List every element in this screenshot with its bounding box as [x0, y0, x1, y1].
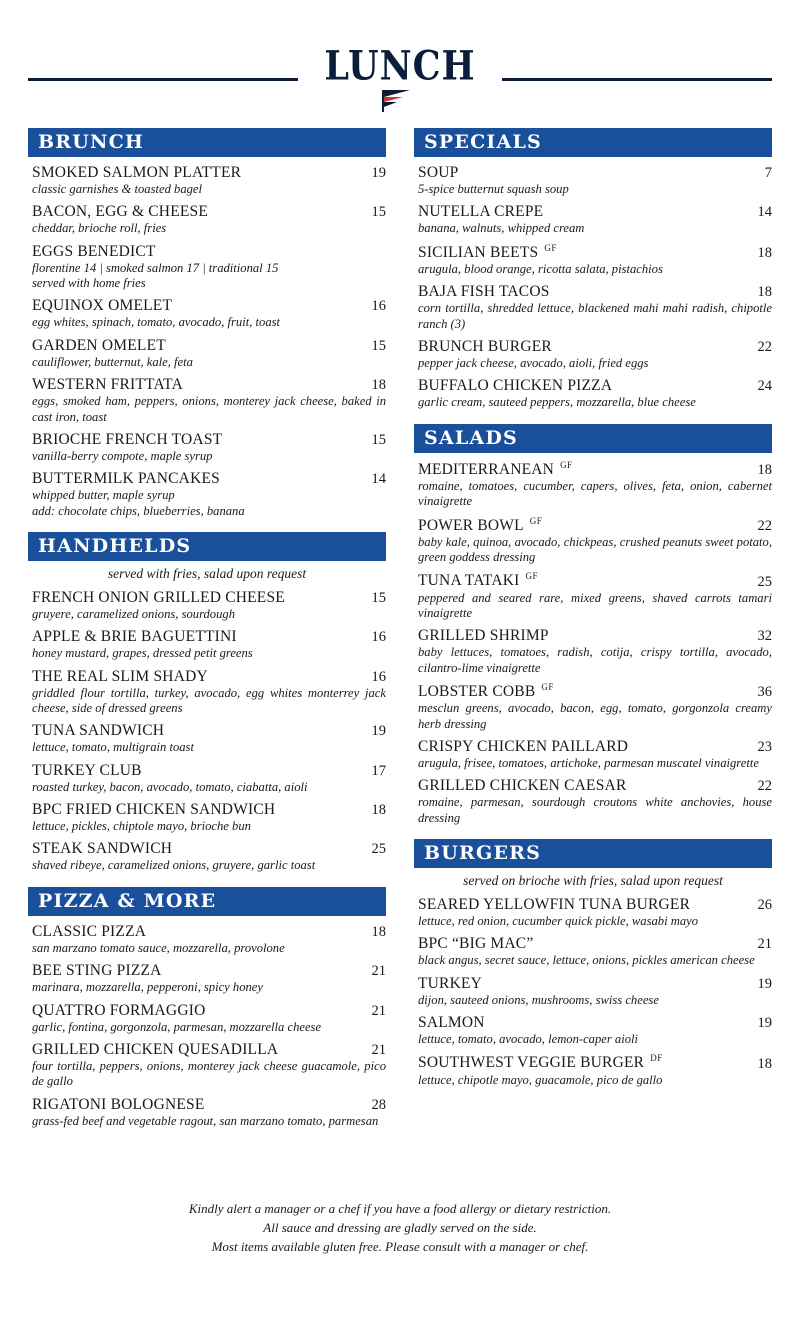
menu-item-head	[414, 738, 772, 756]
menu-item-head	[28, 337, 386, 355]
menu-item-price: 19	[371, 723, 386, 740]
menu-item	[28, 297, 386, 330]
menu-item-name	[28, 628, 237, 646]
menu-item-price: 15	[371, 589, 386, 606]
menu-item-head	[28, 840, 386, 858]
menu-item-description: roasted turkey, bacon, avocado, tomato, ciabatta, aioli	[32, 779, 308, 794]
menu-item-price: 21	[371, 1002, 386, 1019]
menu-item-head	[28, 962, 386, 980]
menu-item	[28, 1096, 386, 1129]
menu-item-head	[414, 243, 772, 262]
menu-item-head	[28, 1096, 386, 1114]
menu-item	[414, 896, 772, 929]
menu-item	[28, 203, 386, 236]
menu-item-head	[414, 777, 772, 795]
menu-item-price: 18	[757, 244, 772, 261]
menu-item-name	[28, 1096, 205, 1114]
menu-item-price: 14	[371, 471, 386, 488]
menu-item-head	[414, 627, 772, 645]
menu-section	[414, 128, 772, 411]
footer-line-3: Most items available gluten free. Please consult with a manager or chef.	[211, 1239, 589, 1255]
menu-item-description: baby lettuces, tomatoes, radish, cotija, crispy tortilla, avocado, cilantro-lime vinaigrette	[418, 645, 772, 675]
menu-item-head	[414, 935, 772, 953]
menu-item	[28, 1041, 386, 1090]
menu-item-description: corn tortilla, shredded lettuce, blackened mahi mahi radish, chipotle ranch (3)	[418, 301, 772, 331]
menu-item	[414, 283, 772, 332]
menu-item-name	[28, 923, 146, 941]
section-note: served on brioche with fries, salad upon request	[463, 872, 723, 888]
menu-item-name-text: THE REAL SLIM SHADY	[32, 667, 208, 685]
menu-item-head	[28, 589, 386, 607]
menu-item-name-text: BUFFALO CHICKEN PIZZA	[418, 377, 613, 395]
menu-item	[28, 628, 386, 661]
menu-item-name	[28, 431, 222, 449]
menu-item-name	[28, 470, 220, 488]
menu-item-name-text: SMOKED SALMON PLATTER	[32, 164, 242, 181]
menu-footer	[0, 1200, 800, 1257]
menu-item-price: 19	[371, 165, 386, 181]
menu-item-name	[28, 801, 275, 819]
menu-item-price: 28	[371, 1096, 386, 1113]
menu-item	[414, 338, 772, 371]
menu-item-description: honey mustard, grapes, dressed petit greens	[32, 646, 253, 661]
menu-item-price: 24	[757, 378, 772, 395]
menu-item-name-text: SOUP	[418, 164, 459, 181]
menu-item-name	[414, 243, 557, 262]
menu-item-description: banana, walnuts, whipped cream	[418, 221, 585, 236]
menu-item-head	[414, 896, 772, 914]
menu-section	[28, 887, 386, 1129]
menu-item-head	[414, 571, 772, 590]
menu-item-name-text: EGGS BENEDICT	[32, 242, 156, 260]
menu-item-name-text: GRILLED CHICKEN QUESADILLA	[32, 1040, 279, 1058]
menu-item-price: 26	[757, 896, 772, 913]
dietary-tag: GF	[544, 242, 557, 253]
menu-item-head	[414, 164, 772, 182]
menu-item-description: arugula, blood orange, ricotta salata, pistachios	[418, 261, 663, 276]
menu-item	[28, 762, 386, 795]
menu-item-name	[414, 1053, 663, 1072]
menu-item-name	[414, 682, 554, 701]
burgee-flag-icon	[382, 90, 418, 112]
menu-item-name-text: RIGATONI BOLOGNESE	[32, 1095, 205, 1113]
menu-header	[0, 0, 800, 120]
menu-item-name	[28, 668, 208, 686]
menu-item	[414, 1014, 772, 1047]
menu-item-head	[414, 460, 772, 479]
menu-item-name-text: FRENCH ONION GRILLED CHEESE	[32, 588, 285, 606]
menu-item-price: 15	[371, 431, 386, 448]
menu-item-name-text: NUTELLA CREPE	[418, 203, 544, 221]
menu-item-head	[414, 975, 772, 993]
menu-item-description: mesclun greens, avocado, bacon, egg, tomato, gorgonzola creamy herb dressing	[418, 701, 772, 731]
menu-item-price: 22	[757, 778, 772, 795]
menu-item-head	[414, 377, 772, 395]
menu-item-name	[28, 840, 172, 858]
menu-item-description: griddled flour tortilla, turkey, avocado, egg whites monterrey jack cheese, side of dressed greens	[32, 685, 386, 716]
menu-item-head	[414, 682, 772, 701]
menu-item-name	[414, 283, 550, 301]
menu-item-name	[28, 337, 166, 355]
footer-line-1: Kindly alert a manager or a chef if you have a food allergy or dietary restriction.	[188, 1201, 612, 1217]
menu-item-description: 5-spice butternut squash soup	[418, 182, 569, 196]
menu-item-price: 18	[757, 1055, 772, 1072]
menu-item-price: 21	[371, 1041, 386, 1058]
menu-item-name	[414, 627, 549, 645]
menu-item-price: 17	[371, 762, 386, 779]
section-title: BRUNCH	[28, 128, 386, 157]
menu-item-name-text: GRILLED CHICKEN CAESAR	[418, 777, 627, 795]
menu-item-price: 19	[757, 1015, 772, 1032]
menu-item-name	[414, 164, 458, 182]
menu-section	[414, 839, 772, 1088]
menu-item-name-text: TURKEY	[418, 974, 483, 992]
menu-item-description: baby kale, quinoa, avocado, chickpeas, crushed peanuts sweet potato, green goddess dressing	[418, 534, 772, 565]
menu-section	[28, 532, 386, 874]
menu-item-name	[414, 935, 533, 953]
section-title: BURGERS	[414, 839, 772, 868]
menu-item-description: egg whites, spinach, tomato, avocado, fruit, toast	[32, 315, 281, 330]
menu-item-head	[414, 1014, 772, 1032]
menu-item-name-text: LOBSTER COBB	[418, 683, 536, 701]
menu-item-description: romaine, parmesan, sourdough croutons white anchovies, house dressing	[418, 795, 772, 825]
menu-item	[414, 935, 772, 968]
menu-item-price: 18	[757, 461, 772, 478]
menu-item-description: gruyere, caramelized onions, sourdough	[32, 606, 235, 621]
menu-item-description: dijon, sauteed onions, mushrooms, swiss cheese	[418, 992, 659, 1007]
menu-item-name-text: TUNA SANDWICH	[32, 722, 165, 740]
menu-item-name-text: SOUTHWEST VEGGIE BURGER	[418, 1054, 645, 1072]
section-title: SPECIALS	[414, 128, 772, 157]
menu-item-price: 22	[757, 338, 772, 355]
menu-item-description: cauliflower, butternut, kale, feta	[32, 354, 193, 369]
menu-item-description: arugula, frisee, tomatoes, artichoke, parmesan muscatel vinaigrette	[418, 755, 759, 770]
menu-item-price: 15	[371, 337, 386, 354]
menu-item-head	[28, 1002, 386, 1020]
menu-item-description: classic garnishes & toasted bagel	[32, 182, 203, 196]
menu-item-name-text: GRILLED SHRIMP	[418, 627, 549, 645]
menu-item	[414, 682, 772, 732]
dietary-tag: GF	[560, 459, 573, 470]
menu-item-description: lettuce, red onion, cucumber quick pickle, wasabi mayo	[418, 913, 699, 928]
menu-item-name	[414, 516, 542, 535]
menu-item-price: 25	[371, 841, 386, 858]
menu-item-head	[28, 376, 386, 394]
menu-item	[414, 738, 772, 771]
menu-item	[28, 801, 386, 834]
menu-item-description: garlic, fontina, gorgonzola, parmesan, mozzarella cheese	[32, 1019, 322, 1034]
menu-item-name	[414, 738, 628, 756]
menu-item-name-text: TUNA TATAKI	[418, 572, 520, 590]
menu-item-head	[414, 203, 772, 221]
section-title: SALADS	[414, 424, 772, 453]
menu-item-name-text: SICILIAN BEETS	[418, 243, 539, 261]
menu-item-description: san marzano tomato sauce, mozzarella, provolone	[32, 940, 285, 955]
menu-item-head	[414, 283, 772, 301]
menu-item	[28, 589, 386, 622]
page-title: LUNCH	[324, 42, 476, 90]
menu-item-name-text: EQUINOX OMELET	[32, 297, 173, 315]
menu-item	[414, 1053, 772, 1088]
menu-item	[28, 431, 386, 464]
menu-item-head	[28, 164, 386, 182]
menu-item-name-text: SALMON	[418, 1014, 485, 1032]
menu-item-head	[414, 1053, 772, 1072]
menu-item-head	[28, 431, 386, 449]
menu-item-name-text: GARDEN OMELET	[32, 336, 166, 354]
menu-item	[414, 975, 772, 1008]
menu-item-name-text: CLASSIC PIZZA	[32, 922, 147, 940]
menu-item-price: 21	[371, 963, 386, 980]
dietary-tag: DF	[650, 1053, 663, 1064]
menu-item-description: romaine, tomatoes, cucumber, capers, olives, feta, onion, cabernet vinaigrette	[418, 478, 772, 509]
menu-item-head	[28, 668, 386, 686]
menu-item-head	[414, 338, 772, 356]
menu-item-description: lettuce, tomato, avocado, lemon-caper aioli	[418, 1032, 638, 1047]
menu-item-name	[28, 722, 164, 740]
menu-item-name	[28, 376, 183, 394]
menu-item	[28, 722, 386, 755]
menu-item	[414, 377, 772, 410]
menu-item-name	[28, 762, 142, 780]
menu-item	[414, 516, 772, 566]
menu-item-name	[414, 377, 612, 395]
menu-item	[28, 923, 386, 956]
menu-item-description: cheddar, brioche roll, fries	[32, 221, 167, 236]
footer-line-2: All sauce and dressing are gladly served on the side.	[263, 1220, 537, 1236]
menu-item-name	[414, 571, 538, 590]
menu-item	[414, 627, 772, 676]
menu-item-name-text: QUATTRO FORMAGGIO	[32, 1001, 206, 1019]
menu-item-head	[414, 516, 772, 535]
menu-item-name	[28, 164, 241, 182]
section-title: PIZZA & MORE	[28, 887, 386, 916]
menu-item-description: lettuce, chipotle mayo, guacamole, pico de gallo	[418, 1072, 663, 1087]
title-block	[290, 42, 510, 112]
menu-item-head	[28, 470, 386, 488]
dietary-tag: GF	[529, 515, 543, 526]
menu-item-head	[28, 243, 386, 261]
menu-item	[28, 337, 386, 370]
menu-item	[28, 470, 386, 519]
menu-section	[28, 128, 386, 519]
menu-item-head	[28, 297, 386, 315]
header-rule-left	[28, 78, 298, 81]
menu-item-name	[28, 203, 208, 221]
menu-item-name	[28, 1002, 205, 1020]
menu-item-name-text: BEE STING PIZZA	[32, 962, 162, 980]
menu-item-name	[414, 338, 552, 356]
menu-item-description: shaved ribeye, caramelized onions, gruyere, garlic toast	[32, 858, 316, 873]
menu-item-name	[414, 777, 626, 795]
menu-item-price: 19	[757, 975, 772, 992]
menu-item-price: 22	[757, 517, 772, 534]
menu-item-description: vanilla-berry compote, maple syrup	[32, 448, 213, 463]
menu-item	[28, 840, 386, 873]
menu-item-name-text: WESTERN FRITTATA	[32, 376, 183, 394]
menu-item-name	[414, 203, 543, 221]
menu-item-description: four tortilla, peppers, onions, monterey jack cheese guacamole, pico de gallo	[32, 1058, 386, 1089]
menu-item-price: 32	[757, 628, 772, 645]
menu-columns	[0, 120, 800, 1135]
menu-item-name-text: BUTTERMILK PANCAKES	[32, 470, 220, 488]
menu-item-price: 16	[371, 668, 386, 685]
menu-item	[414, 571, 772, 621]
menu-item	[414, 460, 772, 510]
menu-item-price: 18	[371, 802, 386, 819]
dietary-tag: GF	[525, 571, 538, 582]
menu-item-price: 14	[757, 204, 772, 221]
menu-item-price: 16	[371, 629, 386, 646]
menu-item-price: 18	[371, 923, 386, 940]
menu-item-head	[28, 628, 386, 646]
menu-item-name	[28, 962, 162, 980]
menu-item-head	[28, 801, 386, 819]
menu-item-name	[28, 1041, 278, 1059]
menu-item-price: 18	[371, 377, 386, 394]
menu-item-name	[414, 460, 573, 479]
header-rule-right	[502, 78, 772, 81]
menu-item-name	[28, 297, 172, 315]
menu-item-price: 16	[371, 298, 386, 315]
menu-item-name-text: CRISPY CHICKEN PAILLARD	[418, 737, 629, 755]
menu-item-description: whipped butter, maple syrup add: chocolate chips, blueberries, banana	[32, 488, 245, 518]
menu-item	[414, 243, 772, 278]
menu-column-right	[414, 128, 772, 1135]
menu-item-name-text: APPLE & BRIE BAGUETTINI	[32, 628, 237, 646]
menu-item-name-text: STEAK SANDWICH	[32, 840, 173, 858]
menu-item-name-text: BPC FRIED CHICKEN SANDWICH	[32, 801, 276, 819]
menu-item-description: florentine 14 | smoked salmon 17 | traditional 15 served with home fries	[32, 260, 279, 291]
menu-item	[28, 243, 386, 292]
menu-item-head	[28, 923, 386, 941]
menu-item	[414, 164, 772, 197]
menu-item-head	[28, 762, 386, 780]
menu-item-name	[28, 589, 285, 607]
menu-item-name-text: SEARED YELLOWFIN TUNA BURGER	[418, 895, 691, 913]
menu-item-description: lettuce, pickles, chiptole mayo, brioche bun	[32, 819, 251, 834]
menu-item-name	[414, 896, 690, 914]
section-note: served with fries, salad upon request	[107, 565, 307, 581]
menu-item-description: eggs, smoked ham, peppers, onions, monterey jack cheese, baked in cast iron, toast	[32, 394, 386, 424]
menu-item-name-text: POWER BOWL	[418, 516, 524, 534]
menu-item-name-text: MEDITERRANEAN	[418, 460, 555, 478]
menu-item	[414, 777, 772, 826]
menu-item-price: 21	[757, 936, 772, 953]
menu-item-description: grass-fed beef and vegetable ragout, san marzano tomato, parmesan	[32, 1113, 379, 1128]
menu-item-description: pepper jack cheese, avocado, aioli, fried eggs	[418, 355, 649, 370]
menu-item	[28, 1002, 386, 1035]
menu-item-name-text: BAJA FISH TACOS	[418, 283, 550, 301]
menu-item-name	[414, 1014, 485, 1032]
menu-item-name-text: BRIOCHE FRENCH TOAST	[32, 430, 223, 448]
menu-item-price: 15	[371, 204, 386, 221]
dietary-tag: GF	[541, 682, 554, 693]
menu-item-price: 25	[757, 573, 772, 590]
menu-item-price: 23	[757, 738, 772, 755]
menu-item	[414, 203, 772, 236]
menu-item	[28, 376, 386, 425]
menu-item	[28, 962, 386, 995]
menu-column-left	[28, 128, 386, 1135]
menu-item-price: 36	[757, 684, 772, 701]
menu-item-price: 7	[764, 165, 772, 181]
menu-item-description: garlic cream, sauteed peppers, mozzarella, blue cheese	[418, 395, 696, 410]
menu-section	[414, 424, 772, 826]
menu-item-name-text: BACON, EGG & CHEESE	[32, 203, 209, 221]
menu-item	[28, 164, 386, 197]
section-title: HANDHELDS	[28, 532, 386, 561]
menu-item-head	[28, 203, 386, 221]
menu-item-head	[28, 1041, 386, 1059]
menu-item-name-text: BRUNCH BURGER	[418, 337, 552, 355]
menu-item-head	[28, 722, 386, 740]
menu-item-description: peppered and seared rare, mixed greens, shaved carrots tamari vinaigrette	[418, 590, 772, 620]
menu-item-name	[414, 975, 482, 993]
menu-item-name	[28, 243, 156, 261]
menu-item-price: 18	[757, 284, 772, 301]
menu-item	[28, 668, 386, 717]
menu-item-description: lettuce, tomato, multigrain toast	[32, 740, 194, 755]
menu-item-name-text: TURKEY CLUB	[32, 761, 142, 779]
menu-item-description: marinara, mozzarella, pepperoni, spicy honey	[32, 980, 263, 995]
menu-item-name-text: BPC “BIG MAC”	[418, 935, 534, 953]
menu-item-description: black angus, secret sauce, lettuce, onions, pickles american cheese	[418, 953, 755, 968]
